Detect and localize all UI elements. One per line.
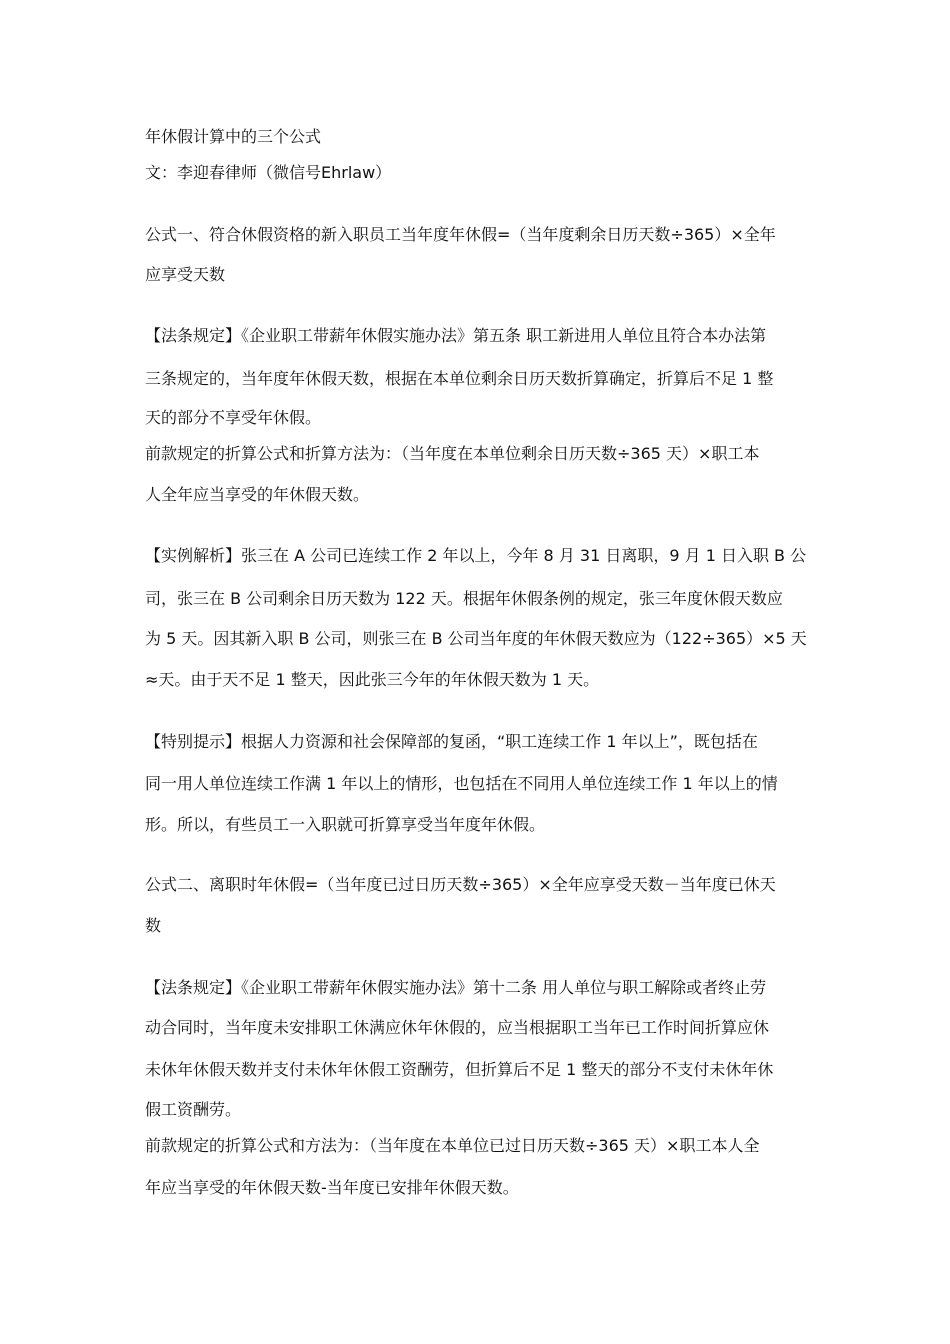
- tip1-line: 形。所以，有些员工一入职就可折算享受当年度年休假。: [145, 815, 546, 834]
- example1-line: 【实例解析】张三在 A 公司已连续工作 2 年以上，今年 8 月 31 日离职，9 月 1 日入职 B 公: [145, 546, 807, 565]
- example1-line: ≈天。由于天不足 1 整天，因此张三今年的年休假天数为 1 天。: [145, 670, 600, 689]
- legal2-line: 动合同时，当年度未安排职工休满应休年休假的，应当根据职工当年已工作时间折算应休: [145, 1018, 770, 1037]
- tip1-line: 同一用人单位连续工作满 1 年以上的情形，也包括在不同用人单位连续工作 1 年以上的情: [145, 774, 778, 793]
- method2-line: 前款规定的折算公式和方法为：（当年度在本单位已过日历天数÷365 天）×职工本人全: [145, 1136, 760, 1155]
- formula2-line: 公式二、离职时年休假=（当年度已过日历天数÷365）×全年应享受天数－当年度已休天: [145, 875, 776, 894]
- author-line: 文：李迎春律师（微信号Ehrlaw）: [145, 163, 392, 182]
- method1-line: 人全年应当享受的年休假天数。: [145, 485, 370, 504]
- method1-line: 前款规定的折算公式和折算方法为：（当年度在本单位剩余日历天数÷365 天）×职工本: [145, 444, 760, 463]
- example1-line: 为 5 天。因其新入职 B 公司，则张三在 B 公司当年度的年休假天数应为（122÷365）×5 天: [145, 629, 807, 648]
- legal2-line: 假工资酬劳。: [145, 1100, 242, 1119]
- legal1-line: 三条规定的，当年度年休假天数，根据在本单位剩余日历天数折算确定，折算后不足 1 整: [145, 369, 774, 388]
- legal2-line: 【法条规定】《企业职工带薪年休假实施办法》第十二条 用人单位与职工解除或者终止劳: [145, 978, 767, 997]
- document-title: 年休假计算中的三个公式: [145, 127, 322, 146]
- formula1-line: 应享受天数: [145, 265, 226, 284]
- legal1-line: 天的部分不享受年休假。: [145, 408, 322, 427]
- formula1-line: 公式一、符合休假资格的新入职员工当年度年休假=（当年度剩余日历天数÷365）×全年: [145, 225, 776, 244]
- example1-line: 司，张三在 B 公司剩余日历天数为 122 天。根据年休假条例的规定，张三年度休假天数应: [145, 589, 783, 608]
- legal2-line: 未休年休假天数并支付未休年休假工资酬劳，但折算后不足 1 整天的部分不支付未休年休: [145, 1060, 774, 1079]
- legal1-line: 【法条规定】《企业职工带薪年休假实施办法》第五条 职工新进用人单位且符合本办法第: [145, 326, 767, 345]
- formula2-line: 数: [145, 916, 162, 935]
- tip1-line: 【特别提示】根据人力资源和社会保障部的复函，“职工连续工作 1 年以上”，既包括在: [145, 732, 758, 751]
- method2-line: 年应当享受的年休假天数-当年度已安排年休假天数。: [145, 1178, 519, 1197]
